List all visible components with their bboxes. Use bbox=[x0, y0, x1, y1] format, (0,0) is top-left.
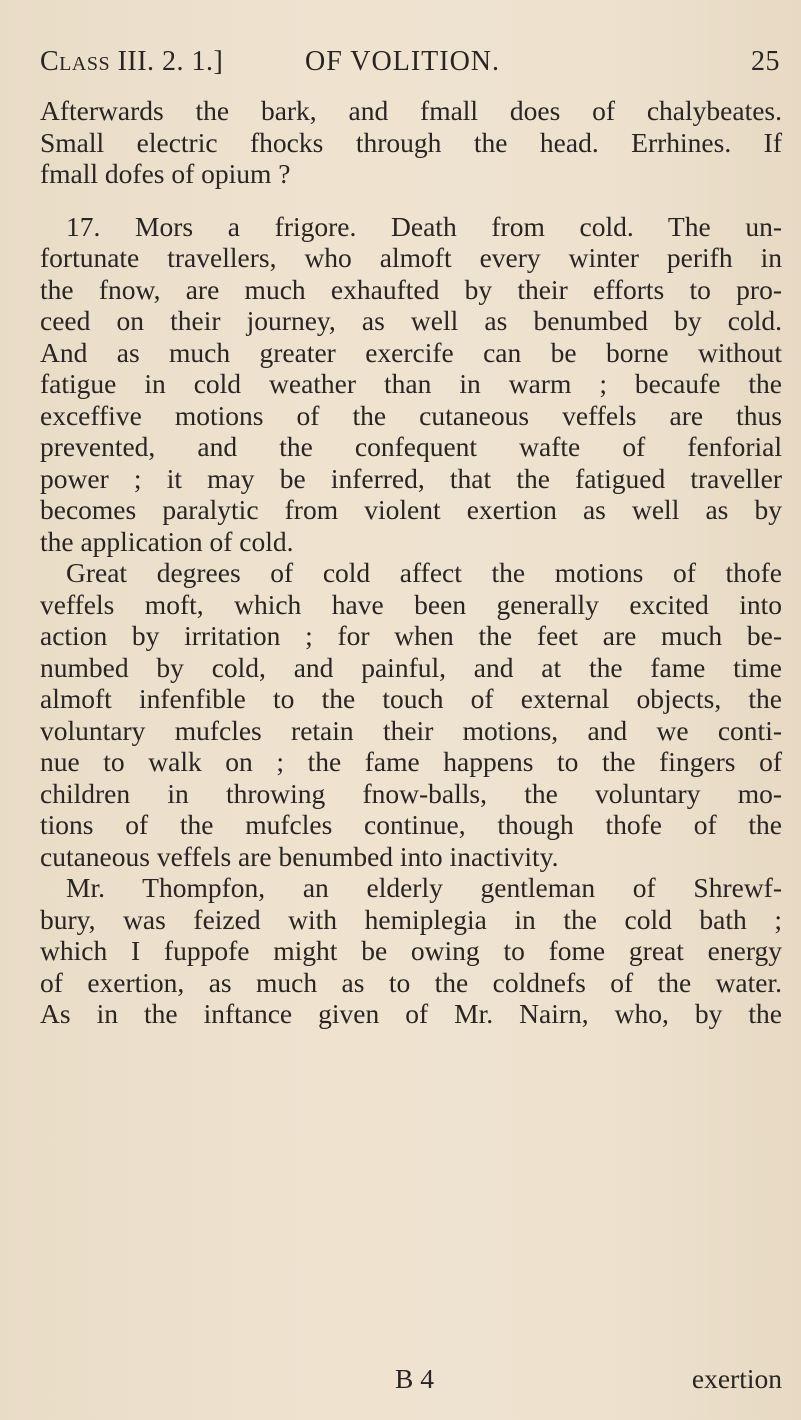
text-line: the fnow, are much exhaufted by their efforts to pro- bbox=[40, 273, 782, 305]
text-line: children in throwing fnow-balls, the voluntary mo- bbox=[40, 777, 782, 809]
text-line: bury, was feized with hemiplegia in the cold bath ; bbox=[40, 903, 782, 935]
page-number: 25 bbox=[751, 46, 780, 77]
text-line: which I fuppofe might be owing to fome great energy bbox=[40, 935, 782, 966]
text-line: becomes paralytic from violent exertion as well as by bbox=[40, 494, 782, 525]
text-line: action by irritation ; for when the feet are much be- bbox=[40, 620, 782, 651]
text-line: cutaneous veffels are benumbed into inactivity. bbox=[40, 840, 559, 872]
text-line: Small electric fhocks through the head. Errhines. If bbox=[40, 126, 782, 158]
text-line: As in the inftance given of Mr. Nairn, who, by the bbox=[40, 998, 782, 1029]
text-line: almoft infenfible to the touch of external objects, the bbox=[40, 683, 782, 714]
text-line: And as much greater exercife can be borne without bbox=[40, 336, 782, 368]
text-line: power ; it may be inferred, that the fatigued traveller bbox=[40, 462, 782, 494]
text-line: Great degrees of cold affect the motions of thofe bbox=[66, 557, 782, 588]
text-line: fmall dofes of opium ? bbox=[40, 158, 291, 189]
text-line: exceffive motions of the cutaneous veffels are thus bbox=[40, 399, 782, 431]
running-header bbox=[40, 46, 780, 86]
text-line: nue to walk on ; the fame happens to the fingers of bbox=[40, 746, 782, 777]
text-line: fatigue in cold weather than in warm ; becaufe the bbox=[40, 368, 782, 399]
text-line: 17. Mors a frigore. Death from cold. The un- bbox=[66, 210, 782, 242]
text-line: voluntary mufcles retain their motions, and we conti- bbox=[40, 714, 782, 746]
text-line: Mr. Thompfon, an elderly gentleman of Shrewf- bbox=[66, 872, 782, 903]
page-footer bbox=[40, 1363, 782, 1397]
signature-mark: B 4 bbox=[395, 1363, 434, 1394]
header-section-ref: Class III. 2. 1.] bbox=[40, 46, 224, 77]
text-line: fortunate travellers, who almoft every winter perifh in bbox=[40, 242, 782, 273]
text-line: veffels moft, which have been generally excited into bbox=[40, 588, 782, 620]
text-line: prevented, and the confequent wafte of fenforial bbox=[40, 431, 782, 462]
paragraph-gap bbox=[40, 190, 782, 211]
text-line: of exertion, as much as to the coldnefs of the water. bbox=[40, 966, 782, 998]
header-title: OF VOLITION. bbox=[305, 46, 501, 77]
text-line: ceed on their journey, as well as benumbed by cold. bbox=[40, 305, 782, 336]
text-line: the application of cold. bbox=[40, 525, 294, 557]
catchword: exertion bbox=[691, 1363, 782, 1394]
text-line: numbed by cold, and painful, and at the fame time bbox=[40, 651, 782, 683]
text-line: tions of the mufcles continue, though thofe of the bbox=[40, 809, 782, 840]
text-line: Afterwards the bark, and fmall does of chalybeates. bbox=[40, 95, 782, 126]
body-text bbox=[40, 95, 782, 1030]
